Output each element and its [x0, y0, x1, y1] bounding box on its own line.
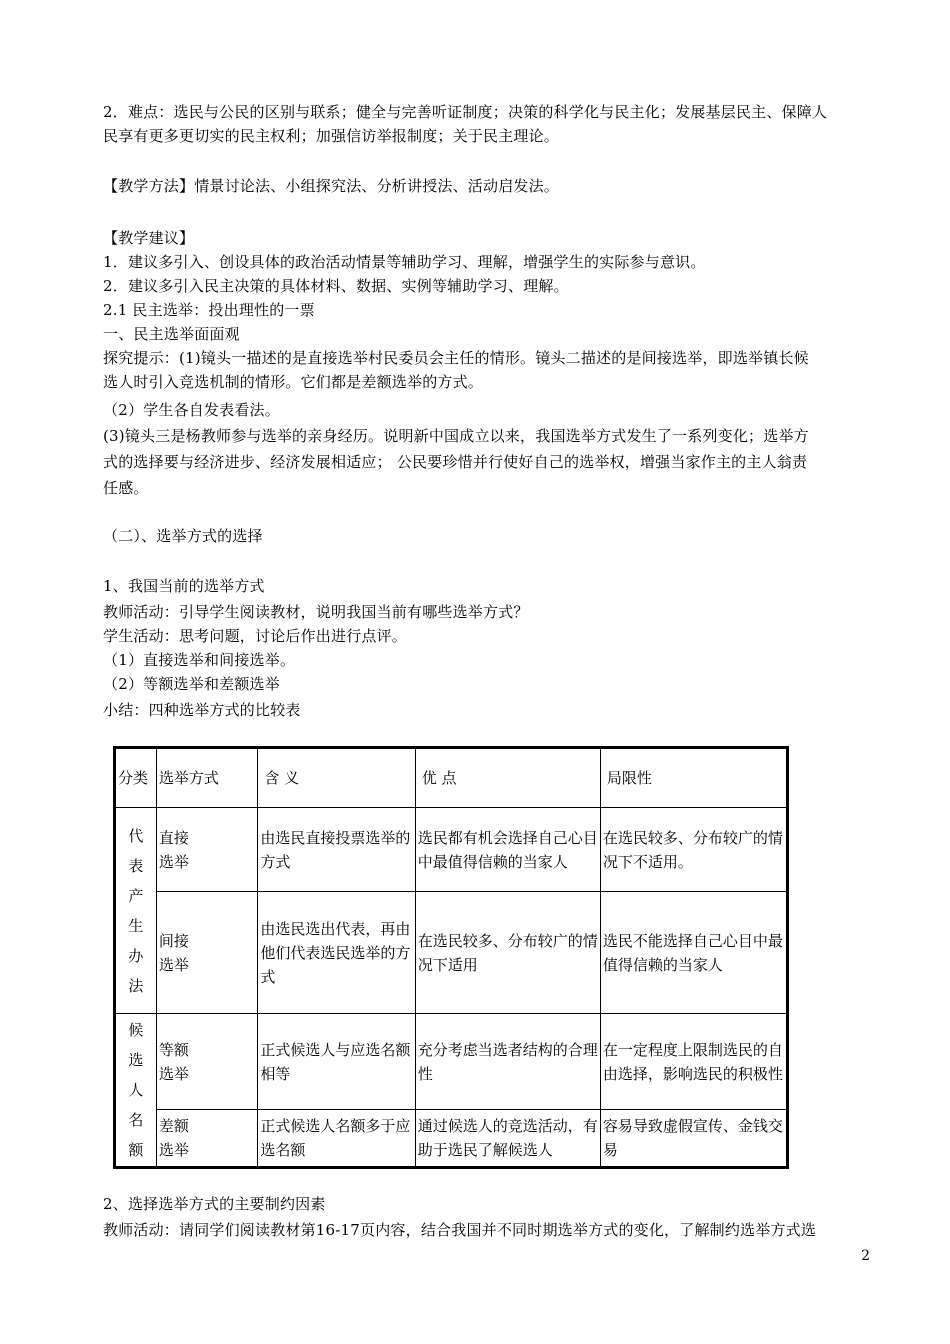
method-cell: 差额 选举 [156, 1110, 258, 1168]
explore-line-3: (3)镜头三是杨教师参与选举的亲身经历。说明新中国成立以来，我国选举方式发生了一系列变化；选举方 [103, 427, 809, 445]
table-row [115, 1014, 788, 1110]
limit-cell: 在一定程度上限制选民的自由选择，影响选民的积极性 [600, 1014, 787, 1110]
explore-line-4: 式的选择要与经济进步、经济发展相适应； 公民要珍惜并行使好自己的选举权，增强当家作主的主人翁责 [103, 453, 808, 471]
meaning-cell: 由选民直接投票选举的方式 [258, 808, 415, 892]
merit-cell: 通过候选人的竞选活动，有助于选民了解候选人 [415, 1110, 600, 1168]
comparison-table [113, 746, 789, 1169]
limit-cell: 选民不能选择自己心目中最值得信赖的当家人 [600, 892, 787, 1014]
list-item-2: （2）等额选举和差额选举 [103, 675, 280, 693]
explore-line-5: 任感。 [103, 479, 149, 497]
teaching-methods: 【教学方法】情景讨论法、小组探究法、分析讲授法、活动启发法。 [103, 177, 560, 195]
subheading-1: 1、我国当前的选举方式 [103, 577, 265, 595]
table-header-row [115, 748, 788, 808]
header-limit: 局限性 [600, 748, 787, 808]
suggest-item-1: 1．建议多引入、创设具体的政治活动情景等辅助学习、理解，增强学生的实际参与意识。 [103, 253, 706, 271]
explore-item-2: （2）学生各自发表看法。 [103, 401, 280, 419]
explore-line-2: 选人时引入竞选机制的情形。它们都是差额选举的方式。 [103, 373, 484, 391]
table-row [115, 1110, 788, 1168]
explore-line-1: 探究提示：(1)镜头一描述的是直接选举村民委员会主任的情形。镜头二描述的是间接选举，即选举镇长候 [103, 349, 809, 367]
subheading-2: 2、选择选举方式的主要制约因素 [103, 1195, 326, 1213]
method-cell: 等额 选举 [156, 1014, 258, 1110]
method-cell: 间接 选举 [156, 892, 258, 1014]
header-method: 选举方式 [156, 748, 258, 808]
limit-cell: 在选民较多、分布较广的情况下不适用。 [600, 808, 787, 892]
suggest-title: 【教学建议】 [103, 229, 195, 247]
header-meaning: 含 义 [258, 748, 415, 808]
merit-cell: 选民都有机会选择自己心目中最值得信赖的当家人 [415, 808, 600, 892]
meaning-cell: 正式候选人与应选名额相等 [258, 1014, 415, 1110]
method-cell: 直接 选举 [156, 808, 258, 892]
section-title: 2.1 民主选举：投出理性的一票 [103, 301, 315, 319]
difficulty-line-2: 民享有更多更切实的民主权利；加强信访举报制度；关于民主理论。 [103, 127, 560, 145]
merit-cell: 在选民较多、分布较广的情况下适用 [415, 892, 600, 1014]
group-label-representative: 代 表 产 生 办 法 [115, 808, 157, 1014]
merit-cell: 充分考虑当选者结构的合理性 [415, 1014, 600, 1110]
header-merit: 优 点 [415, 748, 600, 808]
teacher-activity-2: 教师活动：请同学们阅读教材第16-17页内容，结合我国并不同时期选举方式的变化，了解制约选举方式选 [103, 1221, 817, 1239]
heading-2: （二）、选举方式的选择 [103, 527, 263, 545]
header-category: 分类 [115, 748, 157, 808]
student-activity-1: 学生活动：思考问题，讨论后作出进行点评。 [103, 627, 408, 645]
difficulty-line-1: 2．难点：选民与公民的区别与联系；健全与完善听证制度；决策的科学化与民主化；发展基层民主、保障人 [103, 103, 828, 121]
group-label-candidates: 候 选 人 名 额 [115, 1014, 157, 1168]
meaning-cell: 由选民选出代表，再由他们代表选民选举的方式 [258, 892, 415, 1014]
table-row [115, 808, 788, 892]
summary-caption: 小结：四种选举方式的比较表 [103, 701, 301, 719]
list-item-1: （1）直接选举和间接选举。 [103, 651, 296, 669]
limit-cell: 容易导致虚假宣传、金钱交易 [600, 1110, 787, 1168]
page-number: 2 [861, 1248, 870, 1264]
table-row [115, 892, 788, 1014]
teacher-activity-1: 教师活动：引导学生阅读教材，说明我国当前有哪些选举方式？ [103, 603, 529, 621]
suggest-item-2: 2．建议多引入民主决策的具体材料、数据、实例等辅助学习、理解。 [103, 277, 569, 295]
heading-1: 一、民主选举面面观 [103, 325, 240, 343]
meaning-cell: 正式候选人名额多于应选名额 [258, 1110, 415, 1168]
